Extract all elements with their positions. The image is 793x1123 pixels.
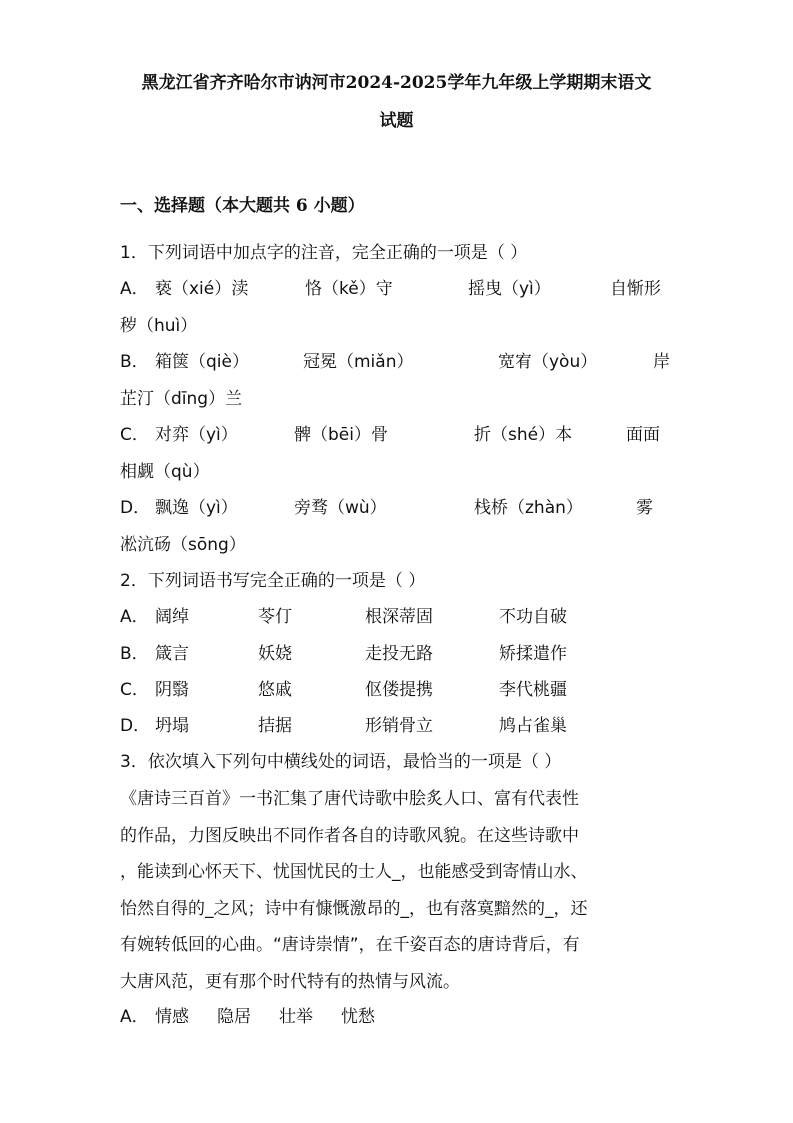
q1-option-a (120, 277, 675, 301)
option-label: D． (120, 716, 151, 736)
option-word: 亵（xié）渎 (155, 279, 249, 299)
page-title-continued: 试题 (379, 111, 414, 131)
option-word: 雾 (636, 498, 653, 518)
option-word: 阔绰 (155, 607, 189, 627)
option-word: 情感 (155, 1007, 189, 1027)
option-word: 阴翳 (155, 680, 189, 700)
option-word-wrap: 凇沆砀（sōng） (120, 535, 246, 555)
option-word: 妖娆 (258, 644, 292, 664)
option-word: 自惭形 (610, 279, 661, 299)
passage-line: 的作品，力图反映出不同作者各自的诗歌风貌。在这些诗歌中 (120, 825, 579, 846)
option-label: C． (120, 425, 149, 445)
option-label: B． (120, 352, 149, 372)
option-label: C． (120, 680, 149, 700)
passage-line: 怡然自得的_之风；诗中有慷慨激昂的_，也有落寞黯然的_，还 (120, 898, 588, 919)
option-word-wrap: 秽（huì） (120, 316, 198, 336)
option-word: 对弈（yì） (155, 425, 238, 445)
option-word: 根深蒂固 (365, 607, 433, 627)
section-heading: 一、选择题（本大题共 6 小题） (120, 196, 365, 216)
option-word: 宽宥（yòu） (498, 352, 598, 372)
option-word: 形销骨立 (365, 716, 433, 736)
option-word: 箴言 (155, 644, 189, 664)
option-word: 矫揉遣作 (499, 644, 567, 664)
question-2-stem: 2．下列词语书写完全正确的一项是（ ） (120, 571, 426, 591)
option-label: A． (120, 1007, 149, 1027)
q2-option-d (120, 714, 675, 738)
q2-option-b (120, 642, 675, 666)
option-word: 拮据 (258, 716, 292, 736)
option-word: 箱箧（qiè） (155, 352, 249, 372)
option-label: A． (120, 607, 149, 627)
option-label: A． (120, 279, 149, 299)
option-word: 折（shé）本 (474, 425, 573, 445)
option-word: 悠戚 (258, 680, 292, 700)
option-word: 恪（kě）守 (305, 279, 393, 299)
option-word: 坍塌 (155, 716, 189, 736)
q1-option-b (120, 350, 675, 374)
option-word: 面面 (626, 425, 660, 445)
option-word: 隐居 (217, 1007, 251, 1027)
q1-option-d (120, 496, 675, 520)
option-word: 不功自破 (499, 607, 567, 627)
option-word: 苓仃 (258, 607, 292, 627)
q2-option-c (120, 678, 675, 702)
option-word: 走投无路 (365, 644, 433, 664)
option-word-wrap: 相觑（qù） (120, 462, 210, 482)
passage-line: 有婉转低回的心曲。“唐诗崇情”，在千姿百态的唐诗背后，有 (120, 935, 580, 955)
option-word: 李代桃疆 (499, 680, 567, 700)
option-label: D． (120, 498, 151, 518)
option-word: 岸 (653, 352, 670, 372)
option-word: 冠冕（miǎn） (303, 352, 414, 372)
option-label: B． (120, 644, 149, 664)
option-word-wrap: 芷汀（dīng）兰 (120, 389, 243, 409)
option-word: 摇曳（yì） (468, 279, 551, 299)
question-1-stem: 1．下列词语中加点字的注音，完全正确的一项是（ ） (120, 243, 528, 263)
q2-option-a (120, 605, 675, 629)
option-word: 壮举 (279, 1007, 313, 1027)
option-word: 栈桥（zhàn） (474, 498, 583, 518)
option-word: 旁骛（wù） (294, 498, 387, 518)
question-3-passage (120, 781, 680, 1000)
passage-line: ，能读到心怀天下、忧国忧民的士人_，也能感受到寄情山水、 (120, 862, 588, 882)
option-word: 飘逸（yì） (155, 498, 238, 518)
option-word: 忧愁 (341, 1007, 375, 1027)
passage-line: 大唐风范，更有那个时代特有的热情与风流。 (120, 971, 460, 992)
q1-option-c (120, 423, 675, 447)
option-word: 伛偻提携 (365, 680, 433, 700)
q3-option-a (120, 1005, 675, 1029)
option-word: 鸠占雀巢 (499, 716, 567, 736)
passage-line: 《唐诗三百首》一书汇集了唐代诗歌中脍炙人口、富有代表性 (120, 789, 579, 809)
page-title: 黑龙江省齐齐哈尔市讷河市2024-2025学年九年级上学期期末语文 (141, 73, 652, 93)
question-3-stem: 3．依次填入下列句中横线处的词语，最恰当的一项是（ ） (120, 752, 562, 772)
option-word: 髀（bēi）骨 (294, 425, 388, 445)
